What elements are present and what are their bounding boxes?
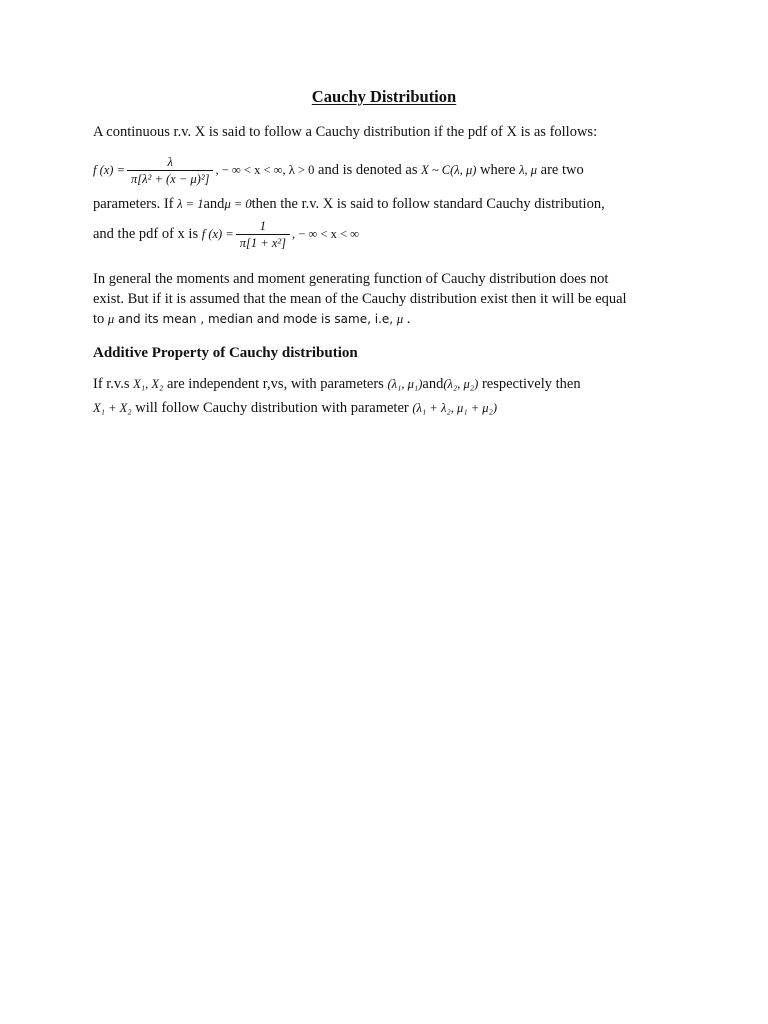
add-sum: X₁ + X₂ bbox=[93, 401, 132, 415]
moments-line-3 bbox=[93, 309, 673, 329]
std-pdf-denominator: π[1 + x²] bbox=[236, 234, 290, 251]
additive-line-2 bbox=[93, 398, 673, 418]
param-symbols: λ, μ bbox=[519, 163, 538, 177]
pdf-denominator: π[λ² + (x − μ)²] bbox=[127, 170, 213, 187]
are-two-text: are two bbox=[537, 162, 584, 178]
std-cond-lambda: λ = 1 bbox=[177, 197, 204, 211]
moments-line-1: In general the moments and moment generating function of Cauchy distribution does not bbox=[93, 271, 609, 287]
std-and: and bbox=[203, 196, 225, 212]
mu-symbol-1: μ bbox=[107, 312, 115, 326]
moments-line3-end: . bbox=[403, 311, 411, 327]
mu-symbol-2: μ bbox=[396, 312, 404, 326]
add-line1-mid: are independent r,vs, with parameters bbox=[163, 376, 388, 392]
pdf-lhs: f (x) = bbox=[93, 163, 126, 177]
moments-line-2: exist. But if it is assumed that the mean of the Cauchy distribution exist then it will be equal bbox=[93, 291, 627, 307]
std-pdf-fraction bbox=[236, 218, 290, 251]
pdf-numerator: λ bbox=[167, 154, 173, 169]
add-and: and bbox=[422, 376, 444, 392]
add-param-2: (λ₂, μ₂) bbox=[443, 377, 479, 391]
where-text: where bbox=[476, 162, 520, 178]
denoted-text: and is denoted as bbox=[314, 162, 422, 178]
add-line1-start: If r.v.s bbox=[93, 376, 134, 392]
std-pdf-range: , − ∞ < x < ∞ bbox=[292, 227, 360, 241]
add-line2-mid: will follow Cauchy distribution with parameter bbox=[131, 400, 413, 416]
standard-pdf-line bbox=[93, 216, 673, 252]
pdf-fraction bbox=[127, 154, 213, 187]
additive-heading: Additive Property of Cauchy distribution bbox=[93, 345, 358, 361]
page-title: Cauchy Distribution bbox=[311, 87, 457, 106]
std-pdf-numerator: 1 bbox=[259, 218, 266, 233]
pdf-range: , − ∞ < x < ∞, λ > 0 bbox=[215, 163, 315, 177]
moments-line3-sans: and its mean , median and mode is same, i.e, bbox=[114, 312, 397, 326]
std-line-end: then the r.v. X is said to follow standard Cauchy distribution, bbox=[251, 196, 605, 212]
std-pdf-lhs: f (x) = bbox=[201, 227, 234, 241]
intro-paragraph: A continuous r.v. X is said to follow a Cauchy distribution if the pdf of X is as follows: bbox=[93, 124, 598, 140]
std-pdf-text: and the pdf of x is bbox=[93, 226, 202, 242]
std-cond-mu: μ = 0 bbox=[224, 197, 252, 211]
notation: X ~ C(λ, μ) bbox=[421, 163, 477, 177]
pdf-formula-line bbox=[93, 152, 673, 188]
add-line1-end: respectively then bbox=[478, 376, 581, 392]
standard-cauchy-line bbox=[93, 194, 673, 214]
moments-line3-start: to bbox=[93, 311, 108, 327]
add-vars: X₁, X₂ bbox=[133, 377, 164, 391]
std-line-start: parameters. If bbox=[93, 196, 178, 212]
add-result: (λ₁ + λ₂, μ₁ + μ₂) bbox=[412, 401, 498, 415]
additive-line-1 bbox=[93, 374, 673, 394]
add-param-1: (λ₁, μ₁) bbox=[387, 377, 423, 391]
